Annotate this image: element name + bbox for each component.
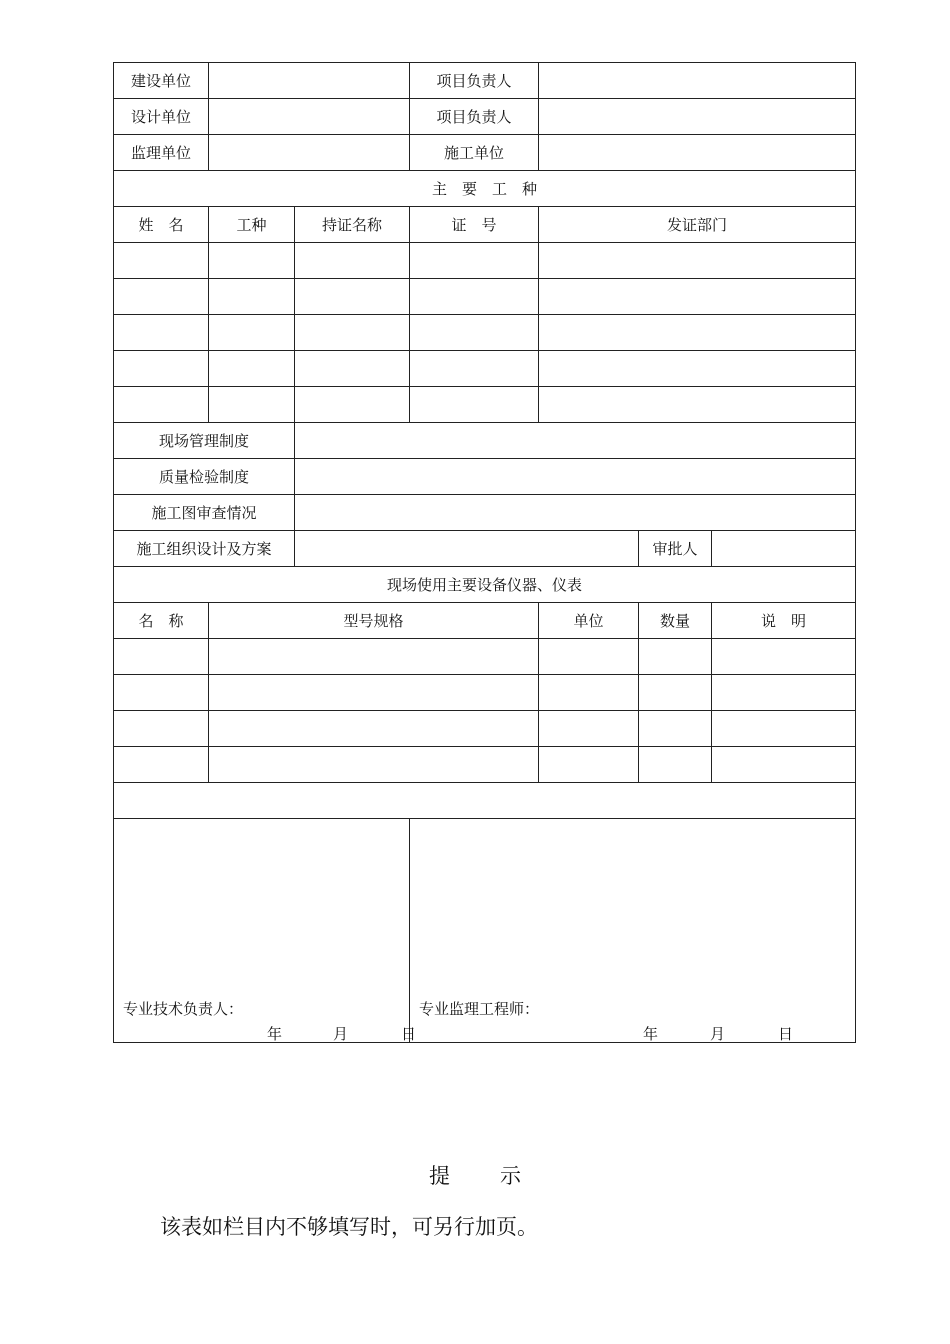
worker-cert-number-cell[interactable] xyxy=(410,387,539,423)
worker-issuer-cell[interactable] xyxy=(539,279,856,315)
equipment-quantity-cell[interactable] xyxy=(639,675,712,711)
worker-trade-cell[interactable] xyxy=(209,351,295,387)
equipment-unit-cell[interactable] xyxy=(539,639,639,675)
construction-plan-value[interactable] xyxy=(295,531,639,567)
supervision-unit-value[interactable] xyxy=(209,135,410,171)
technical-lead-label: 专业技术负责人： xyxy=(123,1000,244,1018)
drawing-review-label: 施工图审查情况 xyxy=(114,495,295,531)
quality-inspection-system-value[interactable] xyxy=(295,459,856,495)
project-leader-value[interactable] xyxy=(539,63,856,99)
equipment-remarks-cell[interactable] xyxy=(712,747,856,783)
worker-name-cell[interactable] xyxy=(114,387,209,423)
worker-row xyxy=(114,351,856,387)
construction-unit-label: 建设单位 xyxy=(114,63,209,99)
supervising-engineer-label: 专业监理工程师： xyxy=(419,1000,540,1018)
blank-cell[interactable] xyxy=(114,783,856,819)
sign-year-label: 年 xyxy=(643,1025,659,1043)
equipment-unit-cell[interactable] xyxy=(539,675,639,711)
contractor-unit-value[interactable] xyxy=(539,135,856,171)
equipment-remarks-cell[interactable] xyxy=(712,639,856,675)
equipment-row xyxy=(114,747,856,783)
construction-unit-value[interactable] xyxy=(209,63,410,99)
section-title-row xyxy=(114,567,856,603)
col-header-remarks: 说 明 xyxy=(712,603,856,639)
worker-row xyxy=(114,315,856,351)
col-header-quantity: 数量 xyxy=(639,603,712,639)
worker-cert-number-cell[interactable] xyxy=(410,315,539,351)
equipment-model-cell[interactable] xyxy=(209,711,539,747)
system-row xyxy=(114,423,856,459)
worker-certificate-cell[interactable] xyxy=(295,351,410,387)
hint-title-char: 提 xyxy=(429,1164,450,1188)
header-row xyxy=(114,135,856,171)
worker-issuer-cell[interactable] xyxy=(539,351,856,387)
design-unit-label: 设计单位 xyxy=(114,99,209,135)
worker-issuer-cell[interactable] xyxy=(539,243,856,279)
worker-trade-cell[interactable] xyxy=(209,243,295,279)
system-row xyxy=(114,459,856,495)
equipment-remarks-cell[interactable] xyxy=(712,711,856,747)
signature-row xyxy=(114,819,856,1043)
equipment-model-cell[interactable] xyxy=(209,675,539,711)
col-header-unit: 单位 xyxy=(539,603,639,639)
construction-plan-label: 施工组织设计及方案 xyxy=(114,531,295,567)
system-row xyxy=(114,495,856,531)
worker-issuer-cell[interactable] xyxy=(539,315,856,351)
equipment-model-cell[interactable] xyxy=(209,747,539,783)
worker-cert-number-cell[interactable] xyxy=(410,351,539,387)
section-title-row xyxy=(114,171,856,207)
equipment-quantity-cell[interactable] xyxy=(639,711,712,747)
worker-row xyxy=(114,243,856,279)
contractor-unit-label: 施工单位 xyxy=(410,135,539,171)
equipment-model-cell[interactable] xyxy=(209,639,539,675)
worker-row xyxy=(114,279,856,315)
worker-cert-number-cell[interactable] xyxy=(410,243,539,279)
hint-text: 该表如栏目内不够填写时，可另行加页。 xyxy=(160,1215,538,1239)
equipment-remarks-cell[interactable] xyxy=(712,675,856,711)
equipment-name-cell[interactable] xyxy=(114,675,209,711)
site-management-system-value[interactable] xyxy=(295,423,856,459)
worker-name-cell[interactable] xyxy=(114,315,209,351)
equipment-row xyxy=(114,675,856,711)
worker-cert-number-cell[interactable] xyxy=(410,279,539,315)
worker-name-cell[interactable] xyxy=(114,243,209,279)
supervising-engineer-signature-box xyxy=(410,819,855,1042)
col-header-issuer: 发证部门 xyxy=(539,207,856,243)
sign-year-label: 年 xyxy=(267,1025,283,1043)
blank-row xyxy=(114,783,856,819)
worker-issuer-cell[interactable] xyxy=(539,387,856,423)
workers-header-row xyxy=(114,207,856,243)
construction-readiness-form xyxy=(113,62,856,1043)
approver-label: 审批人 xyxy=(639,531,712,567)
equipment-section-title: 现场使用主要设备仪器、仪表 xyxy=(114,567,856,603)
sign-day-label: 日 xyxy=(401,1025,417,1043)
col-header-name: 姓 名 xyxy=(114,207,209,243)
col-header-equipment-name: 名 称 xyxy=(114,603,209,639)
sign-month-label: 月 xyxy=(710,1025,726,1043)
project-leader-value[interactable] xyxy=(539,99,856,135)
plan-row xyxy=(114,531,856,567)
worker-name-cell[interactable] xyxy=(114,351,209,387)
quality-inspection-system-label: 质量检验制度 xyxy=(114,459,295,495)
supervision-unit-label: 监理单位 xyxy=(114,135,209,171)
equipment-name-cell[interactable] xyxy=(114,639,209,675)
equipment-unit-cell[interactable] xyxy=(539,747,639,783)
site-management-system-label: 现场管理制度 xyxy=(114,423,295,459)
worker-trade-cell[interactable] xyxy=(209,315,295,351)
worker-trade-cell[interactable] xyxy=(209,279,295,315)
technical-lead-signature-cell[interactable] xyxy=(114,819,417,1043)
hint-title-char: 示 xyxy=(500,1164,521,1188)
design-unit-value[interactable] xyxy=(209,99,410,135)
equipment-name-cell[interactable] xyxy=(114,711,209,747)
supervising-engineer-signature-cell[interactable] xyxy=(410,819,856,1043)
equipment-row xyxy=(114,711,856,747)
col-header-certificate: 持证名称 xyxy=(295,207,410,243)
worker-name-cell[interactable] xyxy=(114,279,209,315)
worker-certificate-cell[interactable] xyxy=(295,315,410,351)
worker-certificate-cell[interactable] xyxy=(295,243,410,279)
equipment-row xyxy=(114,639,856,675)
approver-value[interactable] xyxy=(712,531,856,567)
project-leader-label: 项目负责人 xyxy=(410,63,539,99)
sign-day-label: 日 xyxy=(778,1025,794,1043)
header-row xyxy=(114,63,856,99)
drawing-review-value[interactable] xyxy=(295,495,856,531)
hint-title xyxy=(0,1160,950,1190)
col-header-cert-number: 证 号 xyxy=(410,207,539,243)
equipment-quantity-cell[interactable] xyxy=(639,639,712,675)
worker-trade-cell[interactable] xyxy=(209,387,295,423)
equipment-unit-cell[interactable] xyxy=(539,711,639,747)
equipment-name-cell[interactable] xyxy=(114,747,209,783)
worker-row xyxy=(114,387,856,423)
technical-lead-signature-box xyxy=(114,819,417,1043)
header-row xyxy=(114,99,856,135)
sign-month-label: 月 xyxy=(333,1025,349,1043)
col-header-trade: 工种 xyxy=(209,207,295,243)
workers-section-title: 主 要 工 种 xyxy=(114,171,856,207)
project-leader-label: 项目负责人 xyxy=(410,99,539,135)
col-header-model-spec: 型号规格 xyxy=(209,603,539,639)
equipment-header-row xyxy=(114,603,856,639)
worker-certificate-cell[interactable] xyxy=(295,279,410,315)
worker-certificate-cell[interactable] xyxy=(295,387,410,423)
equipment-quantity-cell[interactable] xyxy=(639,747,712,783)
